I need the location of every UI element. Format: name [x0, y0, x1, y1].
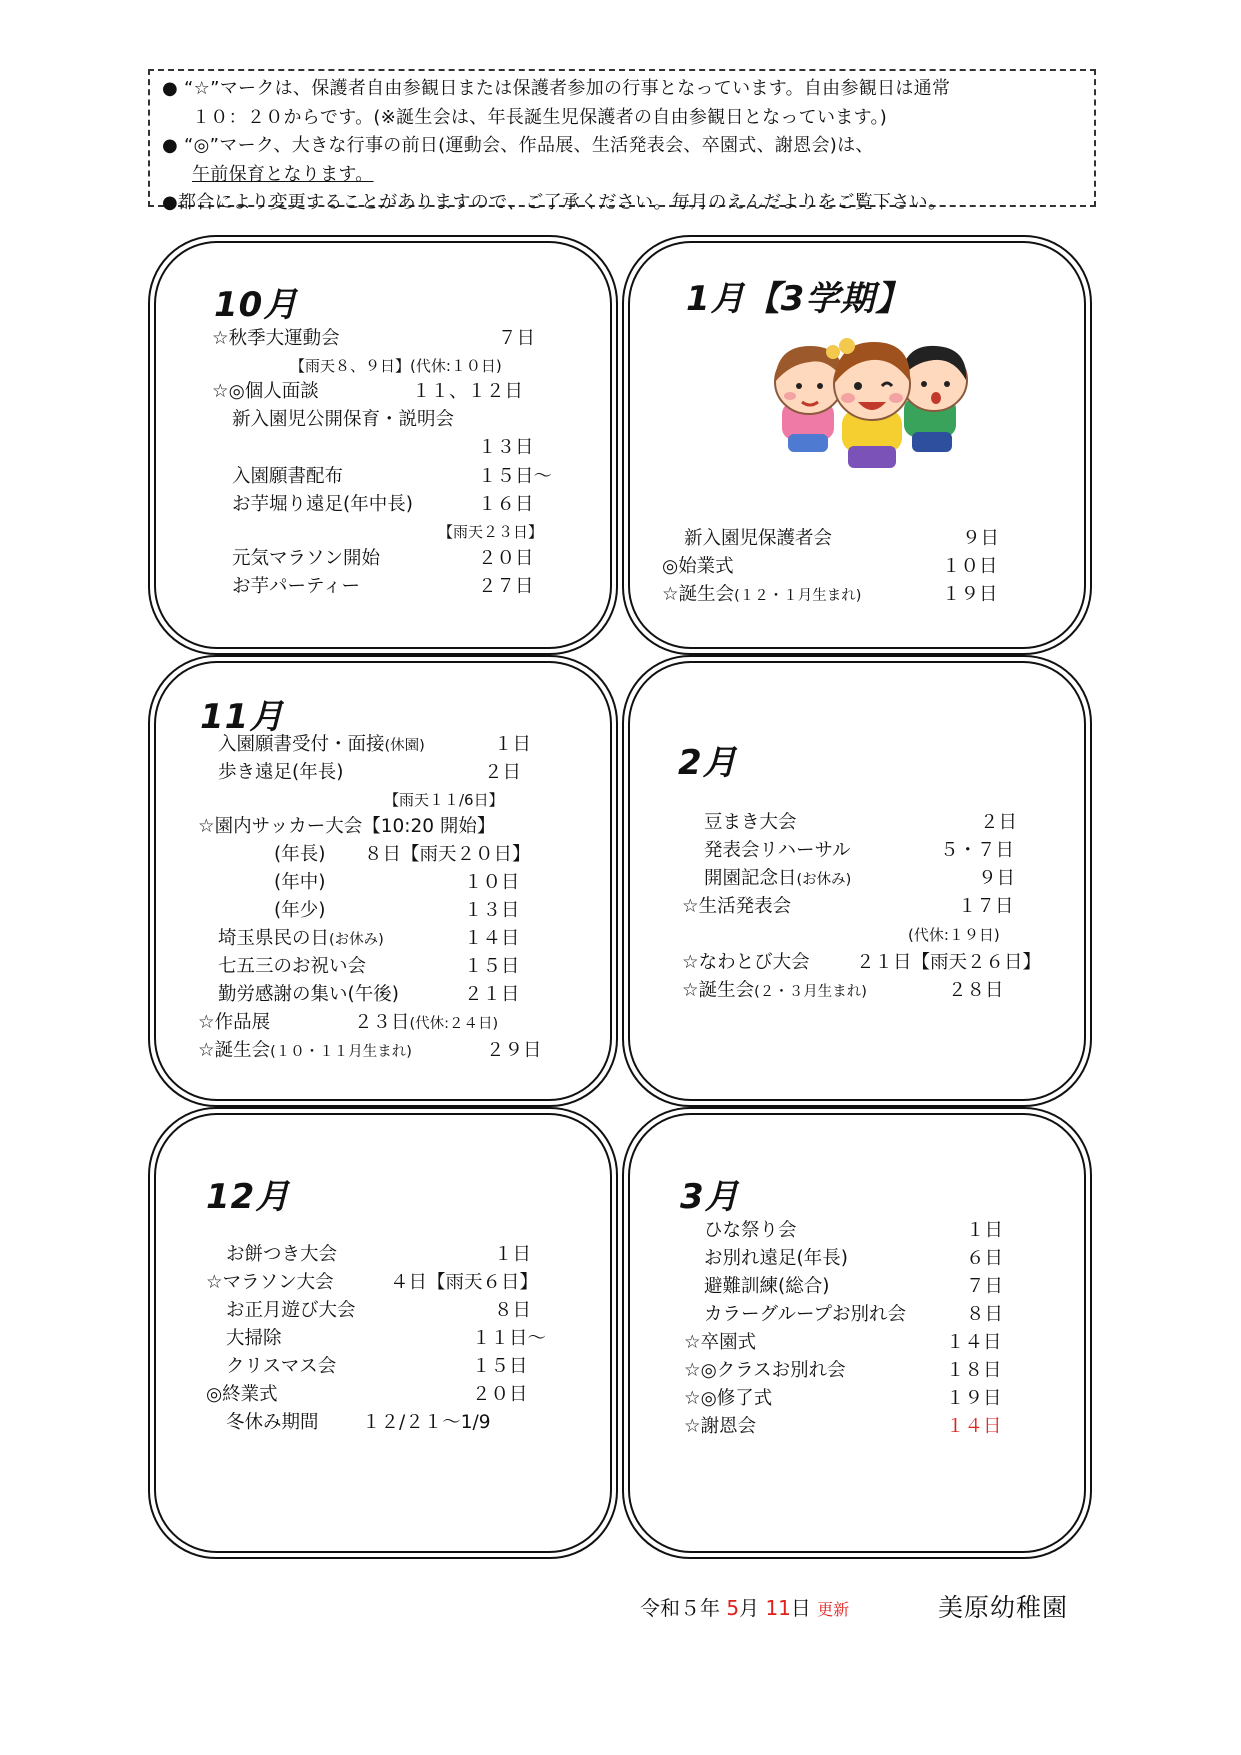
- month-title: 2月: [678, 743, 738, 783]
- event-date: １日: [494, 1244, 532, 1265]
- event-label: 入園願書配布: [232, 466, 344, 487]
- event-date: １８日: [946, 1360, 1002, 1381]
- event-label: ☆秋季大運動会: [212, 328, 340, 349]
- event-date: １３日: [478, 437, 534, 458]
- notice-line: ●都合により変更することがありますので、ご了承ください。毎月のえんだよりをご覧下さい。: [162, 192, 947, 213]
- event-date: １５日: [472, 1356, 528, 1377]
- event-date: １日: [966, 1220, 1004, 1241]
- three-children-icon: [754, 322, 994, 482]
- month-panel-december: [148, 1107, 618, 1559]
- event-note: 【雨天１１/6日】: [384, 791, 504, 809]
- event-date: １０日: [942, 556, 998, 577]
- event-label: ☆◎個人面談: [212, 381, 319, 402]
- event-label: 七五三のお祝い会: [218, 956, 367, 977]
- event-label: お餅つき大会: [226, 1244, 338, 1265]
- event-label: 元気マラソン開始: [232, 548, 381, 569]
- notice-line: ● “◎”マーク、大きな行事の前日(運動会、作品展、生活発表会、卒園式、謝恩会)は、: [162, 135, 874, 156]
- event-label: 新入園児保護者会: [684, 528, 833, 549]
- event-date: ８日: [494, 1300, 532, 1321]
- event-date: １１日〜: [472, 1328, 547, 1349]
- month-panel-october: [148, 235, 618, 655]
- event-date: ２１日【雨天２６日】: [856, 952, 1042, 973]
- event-label: ☆◎クラスお別れ会: [684, 1360, 846, 1381]
- event-date: １０日: [464, 872, 520, 893]
- event-label: ☆園内サッカー大会【10:20 開始】: [198, 816, 496, 837]
- event-label: 避難訓練(総合): [704, 1276, 830, 1297]
- event-label: 大掃除: [226, 1328, 282, 1349]
- event-date: ６日: [966, 1248, 1004, 1269]
- event-date: ９日: [978, 868, 1016, 889]
- notice-line: 午前保育となります。: [192, 163, 374, 185]
- event-date: １７日: [958, 896, 1014, 917]
- event-label: (年少): [274, 900, 326, 921]
- event-date: ２９日: [486, 1040, 542, 1061]
- event-date: １４日: [946, 1416, 1002, 1437]
- month-panel-january: [622, 235, 1092, 655]
- child-right: [901, 346, 967, 452]
- event-date: ８日: [966, 1304, 1004, 1325]
- event-label: ☆誕生会(１０・１１月生まれ): [198, 1040, 412, 1061]
- event-label: ☆マラソン大会: [206, 1272, 334, 1293]
- month-title: 10月: [214, 285, 299, 325]
- event-date: ７日: [498, 328, 536, 349]
- child-center: [834, 338, 910, 468]
- event-label: 入園願書受付・面接(休園): [218, 734, 425, 755]
- event-label: 冬休み期間: [226, 1412, 319, 1433]
- event-label: クリスマス会: [226, 1356, 337, 1377]
- event-label: お芋堀り遠足(年中長): [232, 494, 413, 515]
- event-label: 歩き遠足(年長): [218, 762, 344, 783]
- event-date: １６日: [478, 494, 534, 515]
- child-left: [775, 345, 844, 452]
- event-label: ◎始業式: [662, 556, 734, 577]
- event-date: １５日〜: [478, 466, 553, 487]
- event-date: ２０日: [472, 1384, 528, 1405]
- month-title: 1月【3学期】: [686, 279, 911, 319]
- event-date: ８日【雨天２０日】: [364, 844, 531, 865]
- event-date: １５日: [464, 956, 520, 977]
- event-date: ９日: [962, 528, 1000, 549]
- event-label: ☆誕生会(２・３月生まれ): [682, 980, 867, 1001]
- event-date: ２３日(代休:２４日): [354, 1012, 499, 1033]
- event-date: １１、１２日: [412, 381, 524, 402]
- month-panel-february: [622, 655, 1092, 1107]
- event-label: お別れ遠足(年長): [704, 1248, 848, 1269]
- school-name: 美原幼稚園: [938, 1593, 1069, 1622]
- event-label: ひな祭り会: [704, 1220, 797, 1241]
- event-label: ◎終業式: [206, 1384, 278, 1405]
- event-label: 勤労感謝の集い(午後): [218, 984, 399, 1005]
- event-date: ５・７日: [940, 840, 1015, 861]
- notice-line: １０：２０からです。(※誕生会は、年長誕生児保護者の自由参観日となっています。): [192, 106, 888, 128]
- event-date: １９日: [942, 584, 998, 605]
- event-label: お芋パーティー: [232, 576, 361, 597]
- event-label: ☆卒園式: [684, 1332, 757, 1353]
- event-label: 発表会リハーサル: [704, 840, 851, 861]
- event-date: １４日: [464, 928, 520, 949]
- event-label: ☆◎修了式: [684, 1388, 773, 1409]
- event-date: ２７日: [478, 576, 534, 597]
- event-date: ２日: [980, 812, 1018, 833]
- notice-box: [148, 69, 1096, 213]
- event-date: ７日: [966, 1276, 1004, 1297]
- event-label: ☆生活発表会: [682, 896, 792, 917]
- event-date: ４日【雨天６日】: [390, 1272, 539, 1293]
- month-title: 11月: [200, 697, 285, 737]
- event-label: 豆まき大会: [704, 812, 797, 833]
- event-label: ☆謝恩会: [684, 1416, 757, 1437]
- update-date: 令和５年 5月 11日 更新: [640, 1596, 850, 1620]
- event-date: ２１日: [464, 984, 520, 1005]
- event-label: (年長): [274, 844, 326, 865]
- event-label: カラーグループお別れ会: [704, 1304, 907, 1325]
- event-label: ☆誕生会(１２・１月生まれ): [662, 584, 862, 605]
- notice-line: ● “☆”マークは、保護者自由参観日または保護者参加の行事となっています。自由参観日は通常: [162, 78, 951, 99]
- event-date: １日: [494, 734, 532, 755]
- event-note: 【雨天８、９日】(代休:１０日): [290, 357, 502, 375]
- month-title: 12月: [206, 1177, 291, 1217]
- month-panel-november: [148, 655, 618, 1107]
- event-date: １３日: [464, 900, 520, 921]
- event-date: １２/２１〜1/9: [362, 1412, 491, 1433]
- event-date: ２０日: [478, 548, 534, 569]
- event-date: ２日: [484, 762, 522, 783]
- event-date: １４日: [946, 1332, 1002, 1353]
- event-label: お正月遊び大会: [226, 1300, 356, 1321]
- event-label: 開園記念日(お休み): [704, 868, 852, 889]
- event-date: １９日: [946, 1388, 1002, 1409]
- event-date: ２８日: [948, 980, 1004, 1001]
- month-title: 3月: [680, 1177, 740, 1217]
- event-note: 【雨天２３日】: [438, 523, 544, 541]
- event-label: (年中): [274, 872, 326, 893]
- event-label: ☆なわとび大会: [682, 952, 810, 973]
- event-label: ☆作品展: [198, 1012, 271, 1033]
- event-note: (代休:１９日): [908, 926, 1000, 944]
- event-label: 埼玉県民の日(お休み): [218, 928, 384, 949]
- month-panel-march: [622, 1107, 1092, 1559]
- event-label: 新入園児公開保育・説明会: [232, 409, 455, 430]
